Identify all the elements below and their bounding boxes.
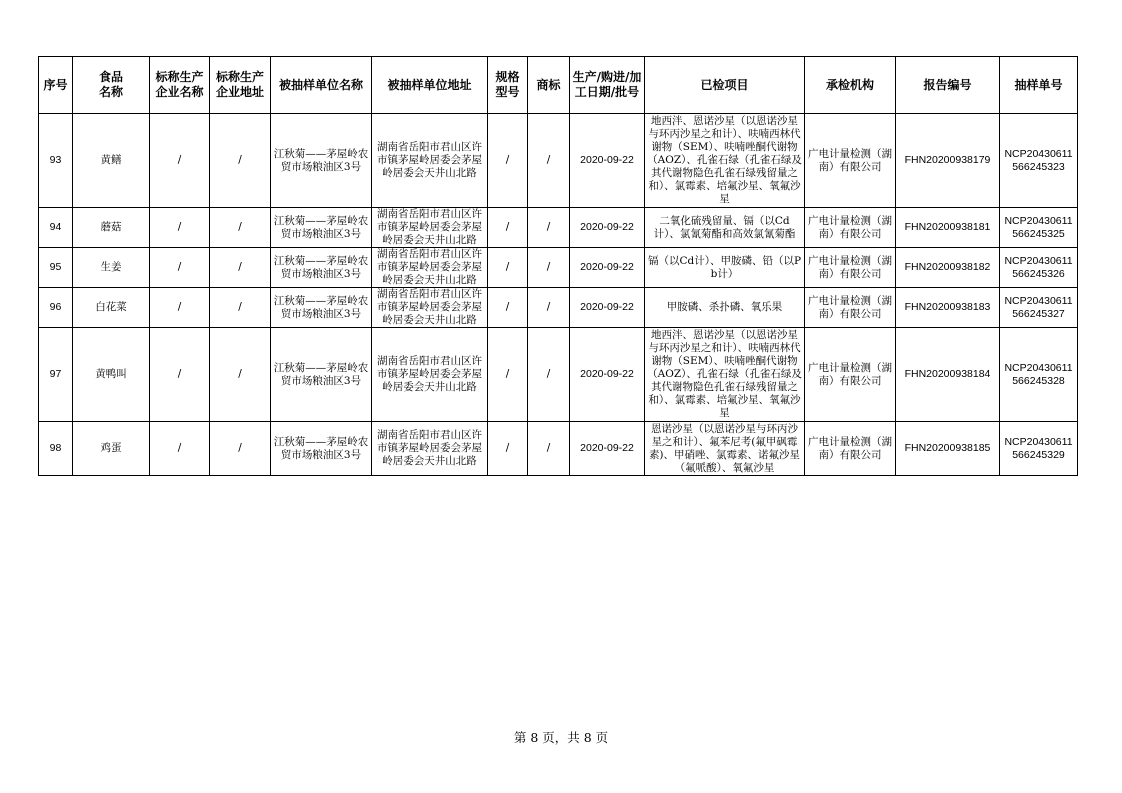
- cell-sampled-unit-name: 江秋菊——茅屋岭农贸市场粮油区3号: [271, 208, 372, 248]
- cell-brand: /: [528, 114, 570, 208]
- cell-mfr-name: /: [150, 248, 210, 288]
- cell-sample-no: NCP20430611566245323: [1000, 114, 1078, 208]
- cell-sampled-unit-address: 湖南省岳阳市君山区许市镇茅屋岭居委会茅屋岭居委会天井山北路: [372, 422, 488, 476]
- cell-lab: 广电计量检测（湖南）有限公司: [805, 248, 896, 288]
- cell-tested-items: 恩诺沙星（以恩诺沙星与环丙沙星之和计）、氟苯尼考(氟甲砜霉素)、甲硝唑、氯霉素、诺氟沙星（氟哌酸）、氧氟沙星: [645, 422, 805, 476]
- cell-mfr-name: /: [150, 422, 210, 476]
- header-food-name: 食品 名称: [73, 57, 150, 114]
- cell-sampled-unit-name: 江秋菊——茅屋岭农贸市场粮油区3号: [271, 248, 372, 288]
- cell-sampled-unit-name: 江秋菊——茅屋岭农贸市场粮油区3号: [271, 422, 372, 476]
- header-sampled-unit-name: 被抽样单位名称: [271, 57, 372, 114]
- cell-food-name: 鸡蛋: [73, 422, 150, 476]
- cell-food-name: 白花菜: [73, 288, 150, 328]
- cell-report-no: FHN20200938185: [896, 422, 1000, 476]
- cell-food-name: 黄鸭叫: [73, 328, 150, 422]
- cell-mfr-address: /: [210, 114, 271, 208]
- table-header-row: [39, 57, 1078, 114]
- cell-spec: /: [488, 208, 528, 248]
- header-tested-items: 已检项目: [645, 57, 805, 114]
- cell-lab: 广电计量检测（湖南）有限公司: [805, 114, 896, 208]
- cell-brand: /: [528, 288, 570, 328]
- cell-report-no: FHN20200938183: [896, 288, 1000, 328]
- header-report-no: 报告编号: [896, 57, 1000, 114]
- cell-sampled-unit-name: 江秋菊——茅屋岭农贸市场粮油区3号: [271, 288, 372, 328]
- cell-food-name: 黄鳝: [73, 114, 150, 208]
- cell-sample-no: NCP20430611566245329: [1000, 422, 1078, 476]
- cell-brand: /: [528, 208, 570, 248]
- cell-seq: 93: [39, 114, 73, 208]
- cell-report-no: FHN20200938182: [896, 248, 1000, 288]
- cell-mfr-address: /: [210, 208, 271, 248]
- table-row: [39, 248, 1078, 288]
- cell-mfr-name: /: [150, 288, 210, 328]
- cell-brand: /: [528, 248, 570, 288]
- cell-spec: /: [488, 248, 528, 288]
- header-spec: 规格型号: [488, 57, 528, 114]
- cell-tested-items: 甲胺磷、杀扑磷、氧乐果: [645, 288, 805, 328]
- cell-mfr-name: /: [150, 114, 210, 208]
- cell-tested-items: 镉（以Cd计）、甲胺磷、铅（以Pb计）: [645, 248, 805, 288]
- header-brand: 商标: [528, 57, 570, 114]
- header-mfr-address: 标称生产企业地址: [210, 57, 271, 114]
- cell-sample-no: NCP20430611566245327: [1000, 288, 1078, 328]
- cell-mfr-name: /: [150, 328, 210, 422]
- page-number: 第 8 页，共 8 页: [513, 730, 609, 745]
- cell-sample-no: NCP20430611566245328: [1000, 328, 1078, 422]
- cell-lab: 广电计量检测（湖南）有限公司: [805, 328, 896, 422]
- cell-date: 2020-09-22: [570, 328, 645, 422]
- cell-tested-items: 地西泮、恩诺沙星（以恩诺沙星与环丙沙星之和计）、呋喃西林代谢物（SEM）、呋喃唑酮代谢物（AOZ）、孔雀石绿（孔雀石绿及其代谢物隐色孔雀石绿残留量之和）、氯霉素、培氟沙星、氧氟沙星: [645, 114, 805, 208]
- cell-sampled-unit-address: 湖南省岳阳市君山区许市镇茅屋岭居委会茅屋岭居委会天井山北路: [372, 114, 488, 208]
- cell-tested-items: 地西泮、恩诺沙星（以恩诺沙星与环丙沙星之和计）、呋喃西林代谢物（SEM）、呋喃唑酮代谢物（AOZ）、孔雀石绿（孔雀石绿及其代谢物隐色孔雀石绿残留量之和）、氯霉素、培氟沙星、氧氟沙星: [645, 328, 805, 422]
- cell-sampled-unit-address: 湖南省岳阳市君山区许市镇茅屋岭居委会茅屋岭居委会天井山北路: [372, 288, 488, 328]
- cell-seq: 98: [39, 422, 73, 476]
- cell-mfr-address: /: [210, 422, 271, 476]
- cell-mfr-address: /: [210, 328, 271, 422]
- cell-tested-items: 二氧化硫残留量、镉（以Cd计）、氯氰菊酯和高效氯氰菊酯: [645, 208, 805, 248]
- table-row: [39, 208, 1078, 248]
- header-date: 生产/购进/加工日期/批号: [570, 57, 645, 114]
- cell-date: 2020-09-22: [570, 288, 645, 328]
- cell-spec: /: [488, 328, 528, 422]
- cell-seq: 96: [39, 288, 73, 328]
- cell-sample-no: NCP20430611566245325: [1000, 208, 1078, 248]
- cell-mfr-name: /: [150, 208, 210, 248]
- cell-mfr-address: /: [210, 248, 271, 288]
- cell-food-name: 生姜: [73, 248, 150, 288]
- cell-seq: 97: [39, 328, 73, 422]
- table-row: [39, 114, 1078, 208]
- cell-mfr-address: /: [210, 288, 271, 328]
- cell-date: 2020-09-22: [570, 208, 645, 248]
- cell-date: 2020-09-22: [570, 248, 645, 288]
- cell-lab: 广电计量检测（湖南）有限公司: [805, 208, 896, 248]
- cell-brand: /: [528, 328, 570, 422]
- cell-sampled-unit-name: 江秋菊——茅屋岭农贸市场粮油区3号: [271, 114, 372, 208]
- cell-seq: 94: [39, 208, 73, 248]
- header-sample-no: 抽样单号: [1000, 57, 1078, 114]
- cell-lab: 广电计量检测（湖南）有限公司: [805, 288, 896, 328]
- header-seq: 序号: [39, 57, 73, 114]
- cell-date: 2020-09-22: [570, 114, 645, 208]
- cell-spec: /: [488, 114, 528, 208]
- table-row: [39, 422, 1078, 476]
- cell-date: 2020-09-22: [570, 422, 645, 476]
- cell-spec: /: [488, 288, 528, 328]
- header-mfr-name: 标称生产企业名称: [150, 57, 210, 114]
- cell-spec: /: [488, 422, 528, 476]
- table-row: [39, 328, 1078, 422]
- cell-food-name: 蘑菇: [73, 208, 150, 248]
- cell-sampled-unit-name: 江秋菊——茅屋岭农贸市场粮油区3号: [271, 328, 372, 422]
- table-row: [39, 288, 1078, 328]
- cell-report-no: FHN20200938179: [896, 114, 1000, 208]
- cell-sampled-unit-address: 湖南省岳阳市君山区许市镇茅屋岭居委会茅屋岭居委会天井山北路: [372, 328, 488, 422]
- cell-report-no: FHN20200938184: [896, 328, 1000, 422]
- cell-brand: /: [528, 422, 570, 476]
- inspection-results-table: [38, 56, 1078, 476]
- cell-lab: 广电计量检测（湖南）有限公司: [805, 422, 896, 476]
- cell-sampled-unit-address: 湖南省岳阳市君山区许市镇茅屋岭居委会茅屋岭居委会天井山北路: [372, 248, 488, 288]
- header-lab: 承检机构: [805, 57, 896, 114]
- cell-sample-no: NCP20430611566245326: [1000, 248, 1078, 288]
- cell-sampled-unit-address: 湖南省岳阳市君山区许市镇茅屋岭居委会茅屋岭居委会天井山北路: [372, 208, 488, 248]
- cell-report-no: FHN20200938181: [896, 208, 1000, 248]
- cell-seq: 95: [39, 248, 73, 288]
- header-sampled-unit-address: 被抽样单位地址: [372, 57, 488, 114]
